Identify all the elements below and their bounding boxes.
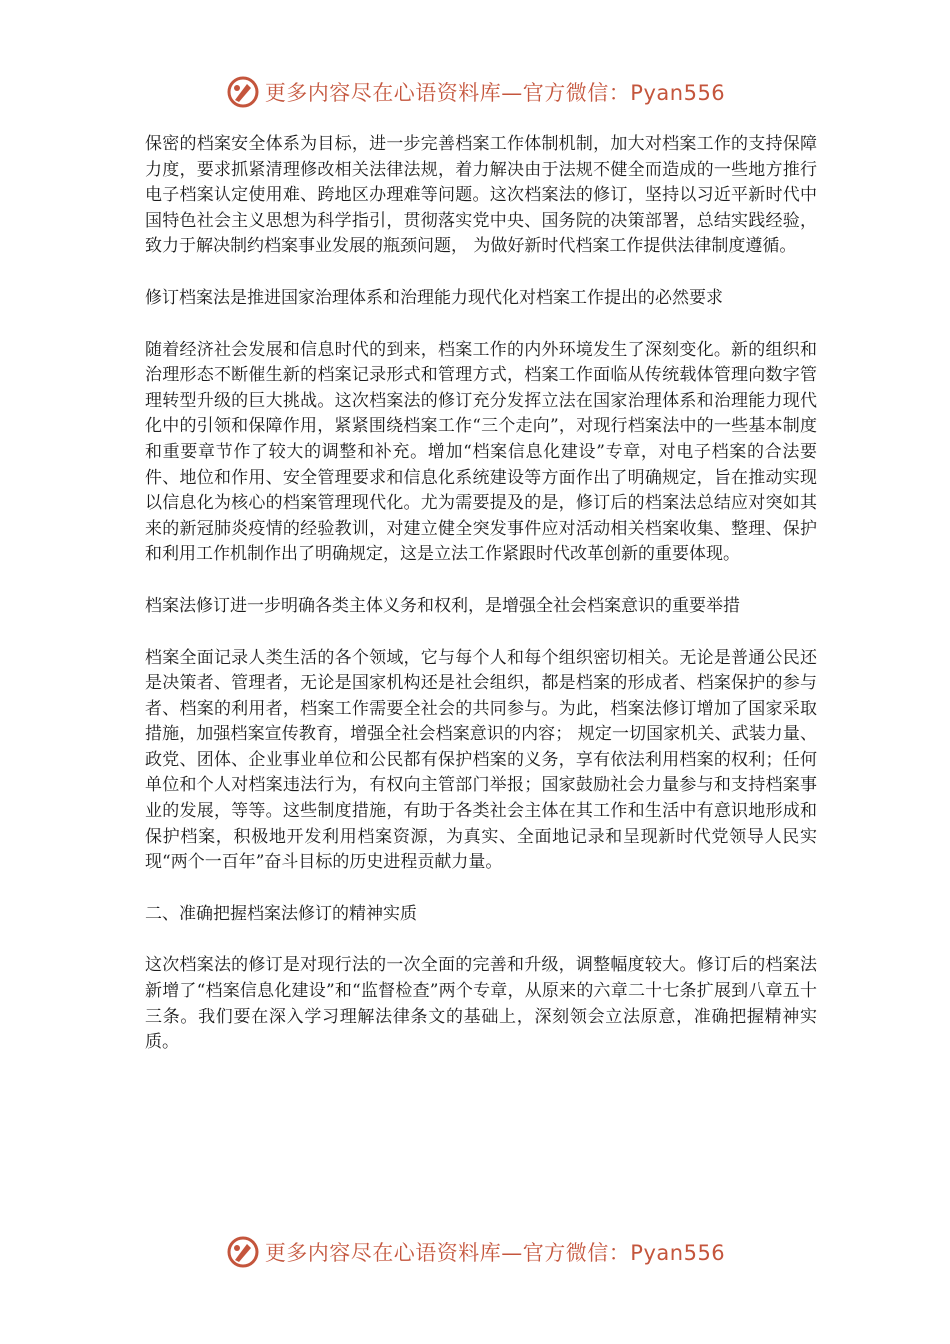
- logo-icon: [225, 74, 261, 110]
- footer-banner-text: 更多内容尽在心语资料库—官方微信：Pyan556: [264, 1241, 726, 1265]
- section-heading-1: 修订档案法是推进国家治理体系和治理能力现代化对档案工作提出的必然要求: [145, 287, 723, 308]
- logo-icon: [225, 1234, 261, 1270]
- paragraph-2: 随着经济社会发展和信息时代的到来，档案工作的内外环境发生了深刻变化。新的组织和治理形态不断催生新的档案记录形式和管理方式，档案工作面临从传统载体管理向数字管理转型升级的巨大挑战。这次档案法的修订充分发挥立法在国家治理体系和治理能力现代化中的引领和保障作用，紧紧围绕档案工作“三个走向”，对现行档案法中的一些基本制度和重要章节作了较大的调整和补充。增加“档案信息化建设”专章，对电子档案的合法要件、地位和作用、安全管理要求和信息化系统建设等方面作出了明确规定，旨在推动实现以信息化为核心的档案管理现代化。尤为需要提及的是，修订后的档案法总结应对突如其来的新冠肺炎疫情的经验教训，对建立健全突发事件应对活动相关档案收集、整理、保护和利用工作机制作出了明确规定，这是立法工作紧跟时代改革创新的重要体现。: [145, 339, 817, 565]
- section-heading-2: 档案法修订进一步明确各类主体义务和权利，是增强全社会档案意识的重要举措: [145, 595, 740, 616]
- paragraph-4: 这次档案法的修订是对现行法的一次全面的完善和升级，调整幅度较大。修订后的档案法新增了“档案信息化建设”和“监督检查”两个专章，从原来的六章二十七条扩展到八章五十三条。我们要在深入学习理解法律条文的基础上，深刻领会立法原意，准确把握精神实质。: [145, 955, 817, 1053]
- header-banner-text: 更多内容尽在心语资料库—官方微信：Pyan556: [264, 81, 726, 105]
- footer-banner: [0, 1232, 950, 1272]
- paragraph-3: 档案全面记录人类生活的各个领域，它与每个人和每个组织密切相关。无论是普通公民还是决策者、管理者，无论是国家机构还是社会组织，都是档案的形成者、档案保护的参与者、档案的利用者，档案工作需要全社会的共同参与。为此，档案法修订增加了国家采取措施，加强档案宣传教育，增强全社会档案意识的内容； 规定一切国家机关、武装力量、政党、团体、企业事业单位和公民都有保护档案的义务，享有依法利用档案的权利；任何单位和个人对档案违法行为，有权向主管部门举报；国家鼓励社会力量参与和支持档案事业的发展，等等。这些制度措施，有助于各类社会主体在其工作和生活中有意识地形成和保护档案，积极地开发利用档案资源，为真实、全面地记录和呈现新时代党领导人民实现“两个一百年”奋斗目标的历史进程贡献力量。: [145, 647, 817, 873]
- section-heading-3: 二、准确把握档案法修订的精神实质: [145, 903, 417, 924]
- document-body: [145, 132, 817, 1082]
- header-banner: [0, 72, 950, 112]
- paragraph-1: 保密的档案安全体系为目标，进一步完善档案工作体制机制，加大对档案工作的支持保障力度，要求抓紧清理修改相关法律法规，着力解决由于法规不健全而造成的一些地方推行电子档案认定使用难、跨地区办理难等问题。这次档案法的修订，坚持以习近平新时代中国特色社会主义思想为科学指引，贯彻落实党中央、国务院的决策部署，总结实践经验，致力于解决制约档案事业发展的瓶颈问题， 为做好新时代档案工作提供法律制度遵循。: [145, 134, 817, 257]
